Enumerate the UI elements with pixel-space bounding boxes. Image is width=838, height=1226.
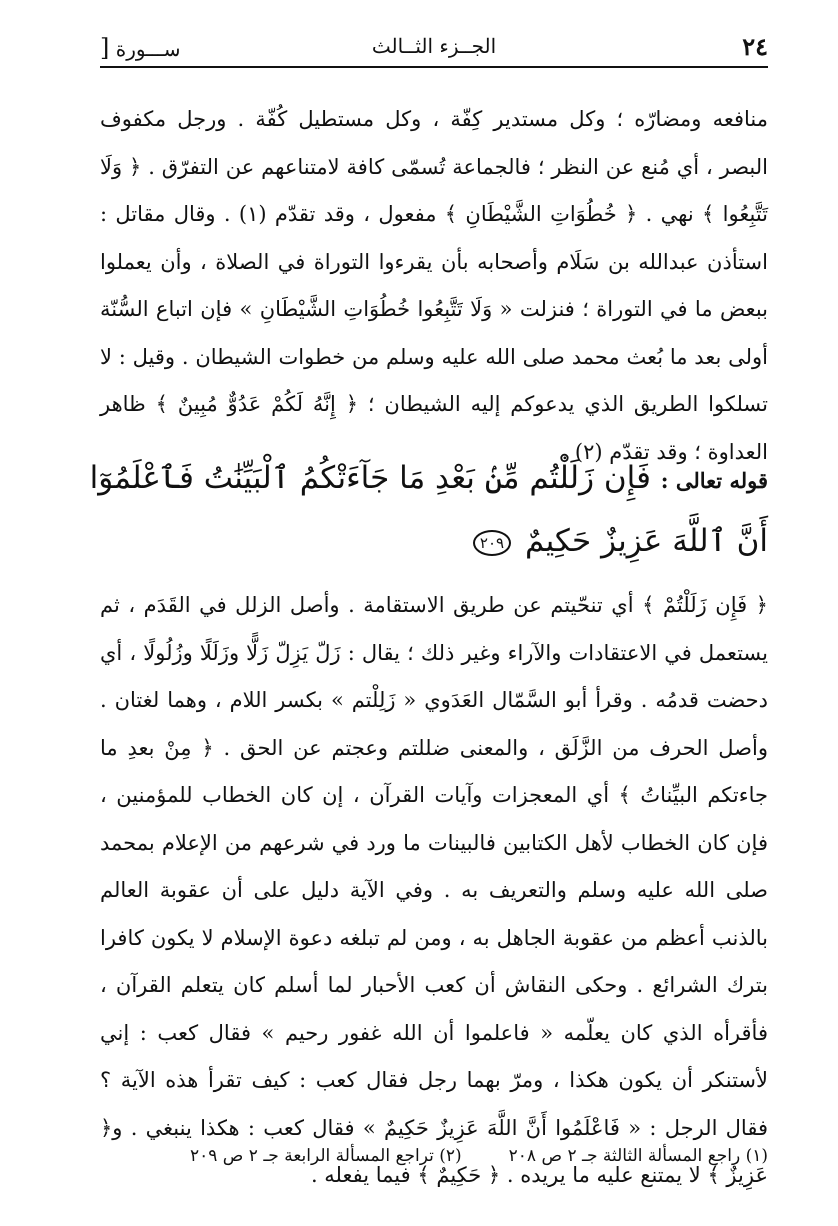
commentary-paragraph-1 <box>100 96 768 476</box>
commentary-paragraph-2 <box>100 582 768 1200</box>
paragraph-text: ﴿ فَإِن زَلَلْتُمْ ﴾ أي تنحّيتم عن طريق الاستقامة . وأصل الزلل في القَدَم ، ثم يستعمل في الاعتقادات والآراء وغير ذلك ؛ يقال : زَلّ يَزِلّ زَلًّا وزَلَلًا وزُلُولًا ، أي دحضت قدمُه . وقرأ أبو السَّمّال العَدَوي « زَلِلْتم » بكسر اللام ، وهما لغتان . وأصل الحرف من الزَّلَق ، والمعنى ضللتم وعجتم عن الحق . ﴿ مِنْ بعدِ ما جاءتكم البيِّناتُ ﴾ أي المعجزات وآيات القرآن ، إن كان الخطاب للمؤمنين ، فإن كان الخطاب لأهل الكتابين فالبينات ما ورد في شرعهم من الإعلام بمحمد صلى الله عليه وسلم والتعريف به . وفي الآية دليل على أن عقوبة العالم بالذنب أعظم من عقوبة الجاهل به ، ومن لم تبلغه دعوة الإسلام لا يكون كافرا بترك الشرائع . وحكى النقاش أن كعب الأحبار لما أسلم كان يتعلم القرآن ، فأقرأه الذي كان يعلّمه « فاعلموا أن الله غفور رحيم » فقال كعب : إني لأستنكر أن يكون هكذا ، ومرّ بهما رجل فقال كعب : كيف تقرأ هذه الآية ؟ فقال الرجل : « فَاعْلَمُوا أَنَّ اللَّهَ عَزِيزٌ حَكِيمٌ » فقال كعب : هكذا ينبغي . و﴿ عَزِيزٌ ﴾ لا يمتنع عليه ما يريده . ﴿ حَكِيمٌ ﴾ فيما يفعله . <box>100 593 768 1187</box>
verse-line-2 <box>100 511 768 571</box>
verse-text-1: فَإِن زَلَلْتُم مِّنۢ بَعْدِ مَا جَآءَتْكُمُ ٱلْبَيِّنَٰتُ فَٱعْلَمُوٓا <box>89 460 651 496</box>
footnote-1: (١) راجع المسألة الثالثة جـ ٢ ص ٢٠٨ <box>508 1146 768 1166</box>
verse-text-2: أَنَّ ٱللَّهَ عَزِيزٌ حَكِيمٌ <box>524 523 768 559</box>
quran-verse <box>89 448 768 571</box>
verse-line-1 <box>89 448 768 511</box>
footnote-2: (٢) تراجع المسألة الرابعة جـ ٢ ص ٢٠٩ <box>190 1146 462 1166</box>
surah-bracket: [ <box>100 34 110 62</box>
page-number: ٢٤ <box>742 32 768 61</box>
surah-label-text: ســـورة <box>115 37 181 61</box>
verse-prefix: قوله تعالى : <box>660 468 768 493</box>
footnotes <box>190 1140 768 1180</box>
page-header <box>100 30 768 68</box>
paragraph-text: منافعه ومضارّه ؛ وكل مستدير كِفّة ، وكل مستطيل كُفّة . ورجل مكفوف البصر ، أي مُنع عن النظر ؛ فالجماعة تُسمّى كافة لامتناعهم عن التفرّق . ﴿ وَلَا تَتَّبِعُوا ﴾ نهي . ﴿ خُطُوَاتِ الشَّيْطَانِ ﴾ مفعول ، وقد تقدّم (١) . وقال مقاتل : استأذن عبدالله بن سَلَام وأصحابه بأن يقرءوا التوراة في الصلاة ، وأن يعملوا ببعض ما في التوراة ؛ فنزلت « وَلَا تَتَّبِعُوا خُطُوَاتِ الشَّيْطَانِ » فإن اتباع السُّنّة أولى بعد ما بُعث محمد صلى الله عليه وسلم من خطوات الشيطان . وقيل : لا تسلكوا الطريق الذي يدعوكم إليه الشيطان ؛ ﴿ إِنَّهُ لَكُمْ عَدُوٌّ مُبِينٌ ﴾ ظاهر العداوة ؛ وقد تقدّم (٢) . <box>100 107 768 464</box>
surah-label <box>100 34 181 62</box>
part-title: الجــزء الثــالث <box>371 34 497 58</box>
verse-number-badge: ٢٠٩ <box>473 530 511 556</box>
